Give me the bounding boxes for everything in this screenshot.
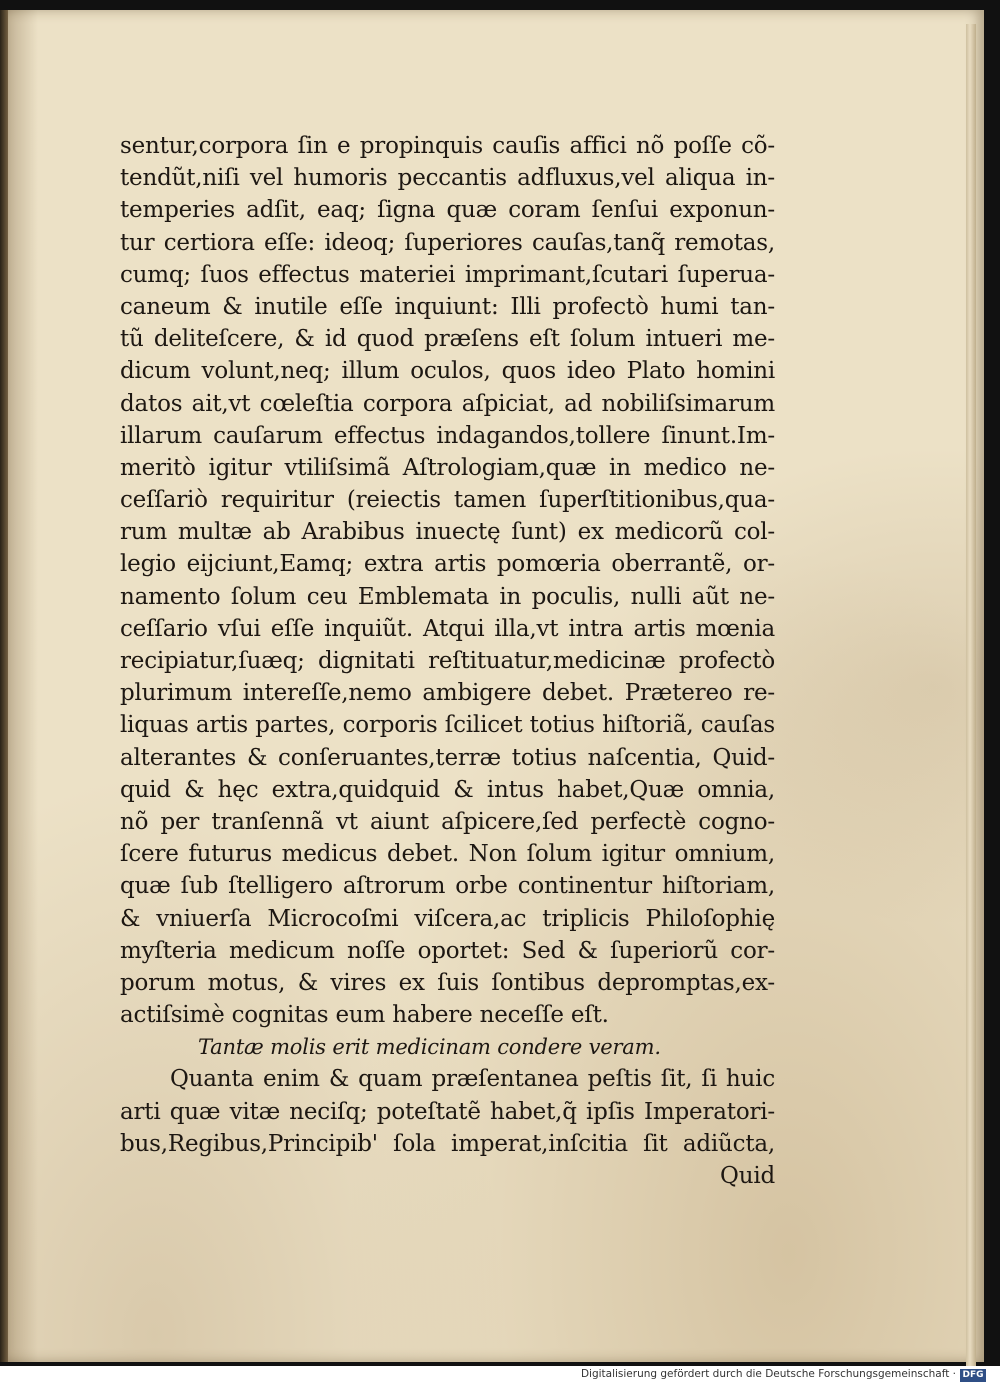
text-line: liquas artis partes, corporis ſcilicet totius hiſtoriã, cauſas	[120, 712, 775, 739]
text-line: quid & hęc extra,quidquid & intus habet,Quæ omnia,	[120, 776, 775, 803]
text-line: cumq; ſuos effectus materiei imprimant,ſcutari ſuperua-	[120, 261, 775, 288]
text-line: dicum volunt,neq; illum oculos, quos ideo Plato homini	[120, 358, 775, 385]
funding-notice: Digitalisierung gefördert durch die Deutsche Forschungsgemeinschaft ·	[580, 1368, 956, 1380]
text-line: myſteria medicum noſſe oportet: Sed & ſuperiorũ cor-	[120, 937, 775, 964]
text-line: ceſſariò requiritur (reiectis tamen ſuperſtitionibus,qua-	[120, 487, 775, 514]
text-line: quæ ſub ſtelligero aſtrorum orbe continentur hiſtoriam,	[120, 873, 775, 900]
text-line: plurimum intereſſe,nemo ambigere debet. Prætereo re-	[120, 680, 775, 707]
text-line: tur certiora eſſe: ideoq; ſuperiores cauſas,tanq̃ remotas,	[120, 229, 775, 256]
text-line: tendũt,niſi vel humoris peccantis adfluxus,vel aliqua in-	[120, 165, 775, 192]
text-line: namento ſolum ceu Emblemata in poculis, nulli aũt ne-	[120, 583, 775, 610]
catchword: Quid	[720, 1163, 775, 1189]
text-line: porum motus, & vires ex ſuis ſontibus depromptas,ex-	[120, 969, 775, 996]
text-line: illarum cauſarum effectus indagandos,tollere ſinunt.Im-	[120, 422, 775, 449]
text-line: temperies adſit, eaq; ſigna quæ coram ſenſui exponun-	[120, 197, 775, 224]
text-line: tũ deliteſcere, & id quod præſens eſt ſolum intueri me-	[120, 326, 775, 353]
text-line: ſcere futurus medicus debet. Non ſolum igitur omnium,	[120, 841, 775, 868]
text-line: & vniuerſa Microcoſmi viſcera,ac triplicis Philoſophię	[120, 905, 775, 932]
text-line: legio eijciunt,Eamq; extra artis pomœria oberrantẽ, or-	[120, 551, 775, 578]
text-line: arti quæ vitæ neciſq; poteſtatẽ habet,q̃ ipſis Imperatori-	[120, 1098, 775, 1125]
text-line: sentur,corpora ſin e propinquis cauſis affici nõ poſſe cõ-	[120, 133, 775, 159]
text-line: Quanta enim & quam præſentanea peſtis ſit, ſi huic	[170, 1066, 775, 1093]
page-fore-edge	[966, 24, 976, 1366]
text-line: rum multæ ab Arabibus inuectę ſunt) ex medicorũ col-	[120, 519, 775, 546]
text-line: actiſsimè cognitas eum habere neceſſe eſt.	[120, 1002, 609, 1029]
text-line: caneum & inutile eſſe inquiunt: Illi profectò humi tan-	[120, 293, 775, 320]
text-line: meritò igitur vtiliſsimã Aſtrologiam,quæ in medico ne-	[120, 454, 775, 481]
italic-motto: Tantæ molis erit medicinam condere veram.	[198, 1035, 661, 1060]
text-line: bus,Regibus,Principib' ſola imperat,inſcitia ſit adiũcta,	[120, 1130, 775, 1157]
text-line: recipiatur,ſuæq; dignitati reſtituatur,medicinæ profectò	[120, 648, 775, 674]
page-text	[120, 130, 775, 1192]
text-line: nõ per tranſennã vt aiunt aſpicere,ſed perfectè cogno-	[120, 808, 775, 835]
dfg-logo-icon: DFG	[960, 1369, 986, 1382]
text-line: datos ait,vt cœleſtia corpora aſpiciat, ad nobiliſsimarum	[120, 390, 775, 417]
digitization-footer	[0, 1366, 1000, 1385]
text-line: ceſſario vſui eſſe inquiũt. Atqui illa,vt intra artis mœnia	[120, 615, 775, 642]
text-line: alterantes & conſeruantes,terræ totius naſcentia, Quid-	[120, 744, 775, 771]
